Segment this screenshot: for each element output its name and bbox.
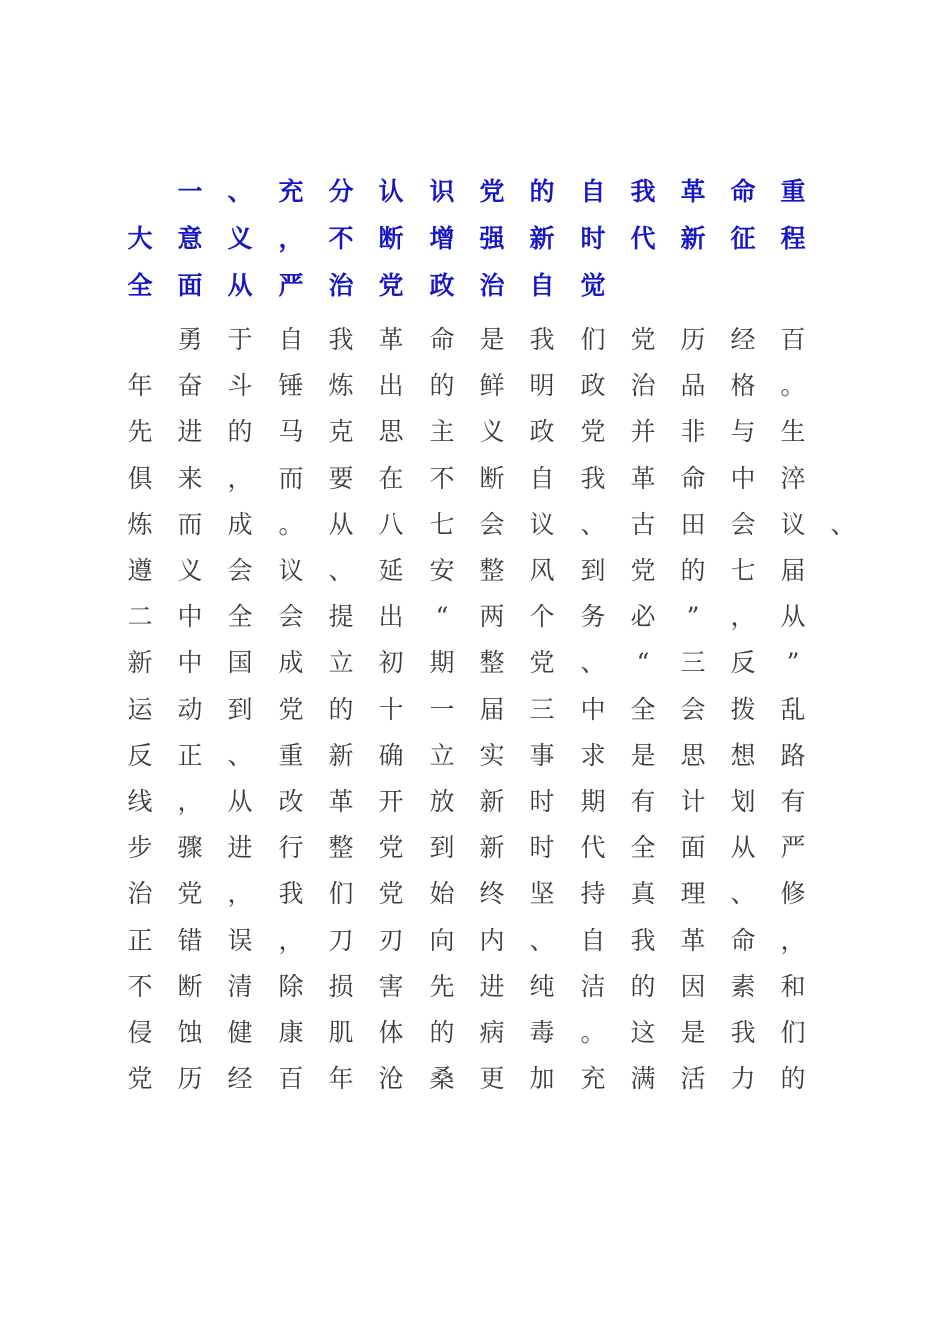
body-character: 革 bbox=[630, 463, 656, 493]
body-character: 的 bbox=[328, 694, 354, 724]
body-character: 命 bbox=[730, 925, 756, 955]
body-character: 有 bbox=[630, 787, 656, 816]
body-character: 时 bbox=[529, 787, 555, 816]
body-character: 古 bbox=[630, 509, 656, 539]
body-character: 党 bbox=[630, 325, 656, 354]
body-character: 我 bbox=[328, 325, 354, 354]
body-line bbox=[0, 782, 950, 822]
body-character: 自 bbox=[278, 325, 304, 354]
body-character: 主 bbox=[429, 417, 455, 447]
body-character: 的 bbox=[227, 417, 253, 447]
body-character: 成 bbox=[227, 509, 253, 539]
body-character: 出 bbox=[378, 371, 404, 401]
body-character: 和 bbox=[780, 971, 806, 1001]
body-character: 进 bbox=[227, 833, 253, 863]
body-character: 我 bbox=[630, 925, 656, 955]
body-character: 思 bbox=[378, 417, 404, 447]
body-character: 革 bbox=[680, 925, 706, 955]
body-character: 立 bbox=[429, 740, 455, 770]
body-character: 格 bbox=[730, 371, 756, 401]
body-character: 期 bbox=[429, 648, 455, 678]
body-character: 步 bbox=[127, 833, 153, 863]
body-character: 届 bbox=[780, 556, 806, 585]
body-character: 义 bbox=[479, 417, 505, 447]
body-character: 提 bbox=[328, 602, 354, 632]
heading-character: 治 bbox=[479, 271, 505, 300]
body-character: 反 bbox=[730, 648, 756, 678]
body-character: 整 bbox=[328, 833, 354, 863]
body-character: 党 bbox=[630, 556, 656, 585]
body-character: 中 bbox=[177, 648, 203, 678]
body-character: 与 bbox=[730, 417, 756, 447]
body-line bbox=[0, 1013, 950, 1053]
body-character: 正 bbox=[177, 740, 203, 770]
body-character: 命 bbox=[680, 463, 706, 493]
body-character: 新 bbox=[328, 740, 354, 770]
body-character: 会 bbox=[479, 509, 505, 539]
body-character: 误 bbox=[227, 925, 253, 955]
body-character: 党 bbox=[580, 417, 606, 447]
body-character: 清 bbox=[227, 971, 253, 1001]
body-character: 先 bbox=[429, 971, 455, 1001]
body-character: 进 bbox=[177, 417, 203, 447]
body-character: 田 bbox=[680, 509, 706, 539]
body-character: 中 bbox=[580, 694, 606, 724]
body-character: 洁 bbox=[580, 971, 606, 1001]
body-character: 党 bbox=[529, 648, 555, 678]
body-line bbox=[0, 597, 950, 637]
body-character: 从 bbox=[328, 509, 354, 539]
body-character: 。 bbox=[278, 509, 304, 539]
heading-character: 意 bbox=[177, 224, 203, 253]
body-character: 锤 bbox=[278, 371, 304, 401]
body-character: 期 bbox=[580, 787, 606, 816]
body-line bbox=[0, 1059, 950, 1099]
body-character: 炼 bbox=[328, 371, 354, 401]
body-character: 不 bbox=[429, 463, 455, 493]
body-character: 乱 bbox=[780, 694, 806, 724]
body-character: 经 bbox=[227, 1064, 253, 1094]
heading-character: 时 bbox=[580, 224, 606, 253]
body-character: 严 bbox=[780, 833, 806, 863]
body-character: 我 bbox=[580, 463, 606, 493]
heading-character: 的 bbox=[529, 177, 555, 206]
body-character: 纯 bbox=[529, 971, 555, 1001]
heading-character: 代 bbox=[630, 224, 656, 253]
body-character: 放 bbox=[429, 787, 455, 816]
body-character: 有 bbox=[780, 787, 806, 816]
body-character: 历 bbox=[680, 325, 706, 354]
body-character: 毒 bbox=[529, 1018, 555, 1047]
body-character: ” bbox=[786, 648, 800, 678]
body-character: 力 bbox=[730, 1064, 756, 1094]
body-character: 政 bbox=[529, 417, 555, 447]
body-character: 党 bbox=[127, 1064, 153, 1094]
body-character: 经 bbox=[730, 325, 756, 354]
body-character: 自 bbox=[580, 925, 606, 955]
body-character: 风 bbox=[529, 556, 555, 585]
body-character: 的 bbox=[429, 371, 455, 401]
body-character: 治 bbox=[630, 371, 656, 401]
body-character: 于 bbox=[227, 325, 253, 354]
body-character: 想 bbox=[730, 740, 756, 770]
body-character: 的 bbox=[429, 1018, 455, 1047]
body-character: 真 bbox=[630, 879, 656, 909]
body-character: 炼 bbox=[127, 509, 153, 539]
body-character: 康 bbox=[278, 1018, 304, 1047]
body-character: ， bbox=[227, 879, 253, 909]
body-character: 革 bbox=[328, 787, 354, 816]
body-character: ， bbox=[227, 463, 253, 493]
body-character: 我 bbox=[730, 1018, 756, 1047]
body-character: “ bbox=[435, 602, 449, 632]
body-character: 俱 bbox=[127, 463, 153, 493]
body-character: 八 bbox=[378, 509, 404, 539]
body-character: 实 bbox=[479, 740, 505, 770]
body-character: 全 bbox=[630, 833, 656, 863]
body-line bbox=[0, 412, 950, 452]
body-character: 历 bbox=[177, 1064, 203, 1094]
heading-character: 征 bbox=[730, 224, 756, 253]
body-character: 活 bbox=[680, 1064, 706, 1094]
body-character: 我 bbox=[529, 325, 555, 354]
body-line bbox=[0, 967, 950, 1007]
body-character: ， bbox=[780, 925, 806, 955]
heading-character: 一 bbox=[177, 177, 203, 206]
body-character: 不 bbox=[127, 971, 153, 1001]
body-character: 个 bbox=[529, 602, 555, 632]
body-character: 是 bbox=[630, 740, 656, 770]
body-character: 出 bbox=[378, 602, 404, 632]
body-line bbox=[0, 736, 950, 776]
body-character: 满 bbox=[630, 1064, 656, 1094]
body-character: 百 bbox=[278, 1064, 304, 1094]
heading-character: 识 bbox=[429, 177, 455, 206]
body-character: 而 bbox=[278, 463, 304, 493]
body-character: 。 bbox=[580, 1018, 606, 1047]
body-line bbox=[0, 690, 950, 730]
body-character: 、 bbox=[580, 648, 606, 678]
body-character: 我 bbox=[278, 879, 304, 909]
body-character: 更 bbox=[479, 1064, 505, 1094]
body-line bbox=[0, 643, 950, 683]
body-character: 年 bbox=[328, 1064, 354, 1094]
heading-line bbox=[0, 266, 950, 306]
body-character: 鲜 bbox=[479, 371, 505, 401]
heading-character: 政 bbox=[429, 271, 455, 300]
body-character: 议 bbox=[278, 556, 304, 585]
body-character: 刃 bbox=[378, 925, 404, 955]
body-character: “ bbox=[636, 648, 650, 678]
body-character: 修 bbox=[780, 879, 806, 909]
heading-character: 治 bbox=[328, 271, 354, 300]
heading-character: 增 bbox=[429, 224, 455, 253]
body-character: 到 bbox=[429, 833, 455, 863]
body-character: 素 bbox=[730, 971, 756, 1001]
body-character: 七 bbox=[730, 556, 756, 585]
body-character: 治 bbox=[127, 879, 153, 909]
body-character: 政 bbox=[580, 371, 606, 401]
body-line bbox=[0, 874, 950, 914]
body-character: 七 bbox=[429, 509, 455, 539]
body-character: 命 bbox=[429, 325, 455, 354]
heading-character: 分 bbox=[328, 177, 354, 206]
body-character: 务 bbox=[580, 602, 606, 632]
body-character: 这 bbox=[630, 1018, 656, 1047]
body-character: 坚 bbox=[529, 879, 555, 909]
body-character: 会 bbox=[680, 694, 706, 724]
body-character: 成 bbox=[278, 648, 304, 678]
body-character: 骤 bbox=[177, 833, 203, 863]
body-character: 的 bbox=[630, 971, 656, 1001]
heading-character: 认 bbox=[378, 177, 404, 206]
heading-character: 我 bbox=[630, 177, 656, 206]
body-line bbox=[0, 505, 950, 545]
body-character: 充 bbox=[580, 1064, 606, 1094]
body-line bbox=[0, 459, 950, 499]
body-line bbox=[0, 828, 950, 868]
body-character: 两 bbox=[479, 602, 505, 632]
heading-character: 强 bbox=[479, 224, 505, 253]
body-character: 向 bbox=[429, 925, 455, 955]
body-character: 、 bbox=[328, 556, 354, 585]
body-character: 年 bbox=[127, 371, 153, 401]
body-character: 从 bbox=[780, 602, 806, 632]
body-character: 始 bbox=[429, 879, 455, 909]
body-character: 而 bbox=[177, 509, 203, 539]
body-character: 重 bbox=[278, 740, 304, 770]
body-character: 中 bbox=[730, 463, 756, 493]
body-character: 三 bbox=[529, 694, 555, 724]
body-character: 淬 bbox=[780, 463, 806, 493]
body-character: 们 bbox=[328, 879, 354, 909]
heading-character: 命 bbox=[730, 177, 756, 206]
body-character: 必 bbox=[630, 602, 656, 632]
body-character: 计 bbox=[680, 787, 706, 816]
body-character: 一 bbox=[429, 694, 455, 724]
heading-character: 大 bbox=[127, 224, 153, 253]
heading-character: 面 bbox=[177, 271, 203, 300]
body-character: 开 bbox=[378, 787, 404, 816]
body-character: 、 bbox=[227, 740, 253, 770]
body-character: 时 bbox=[529, 833, 555, 863]
body-character: ， bbox=[177, 787, 203, 816]
heading-character: 义 bbox=[227, 224, 253, 253]
body-character: 线 bbox=[127, 787, 153, 816]
body-character: 因 bbox=[680, 971, 706, 1001]
heading-character: 党 bbox=[479, 177, 505, 206]
body-character: 划 bbox=[730, 787, 756, 816]
body-character: 思 bbox=[680, 740, 706, 770]
body-character: 的 bbox=[780, 1064, 806, 1094]
body-character: 进 bbox=[479, 971, 505, 1001]
body-character: 会 bbox=[227, 556, 253, 585]
body-character: 从 bbox=[227, 787, 253, 816]
body-character: 要 bbox=[328, 463, 354, 493]
body-character: 们 bbox=[780, 1018, 806, 1047]
body-character: 害 bbox=[378, 971, 404, 1001]
body-character: 百 bbox=[780, 325, 806, 354]
heading-character: 严 bbox=[278, 271, 304, 300]
body-character: 改 bbox=[278, 787, 304, 816]
body-character: 的 bbox=[680, 556, 706, 585]
heading-character: 断 bbox=[378, 224, 404, 253]
body-character: 动 bbox=[177, 694, 203, 724]
body-character: 健 bbox=[227, 1018, 253, 1047]
body-character: 立 bbox=[328, 648, 354, 678]
body-character: 断 bbox=[177, 971, 203, 1001]
body-character: 面 bbox=[680, 833, 706, 863]
body-character: ， bbox=[730, 602, 756, 632]
body-character: 、 bbox=[580, 509, 606, 539]
body-character: 是 bbox=[680, 1018, 706, 1047]
body-character: 运 bbox=[127, 694, 153, 724]
heading-character: 革 bbox=[680, 177, 706, 206]
heading-character: 全 bbox=[127, 271, 153, 300]
body-character: 病 bbox=[479, 1018, 505, 1047]
body-character: 刀 bbox=[328, 925, 354, 955]
body-character: 议 bbox=[529, 509, 555, 539]
body-character: 非 bbox=[680, 417, 706, 447]
body-character: 党 bbox=[378, 833, 404, 863]
heading-character: 重 bbox=[780, 177, 806, 206]
body-character: 马 bbox=[278, 417, 304, 447]
body-character: 、 bbox=[529, 925, 555, 955]
heading-character: 党 bbox=[378, 271, 404, 300]
heading-character: 自 bbox=[580, 177, 606, 206]
body-character: 桑 bbox=[429, 1064, 455, 1094]
body-character: 品 bbox=[680, 371, 706, 401]
heading-line bbox=[0, 219, 950, 259]
body-character: 中 bbox=[177, 602, 203, 632]
body-character: 会 bbox=[278, 602, 304, 632]
body-character: 反 bbox=[127, 740, 153, 770]
body-line bbox=[0, 921, 950, 961]
body-character: 错 bbox=[177, 925, 203, 955]
heading-character: 从 bbox=[227, 271, 253, 300]
body-character: 到 bbox=[227, 694, 253, 724]
heading-character: 新 bbox=[680, 224, 706, 253]
body-character: 、 bbox=[830, 509, 856, 539]
body-character: 求 bbox=[580, 740, 606, 770]
body-line bbox=[0, 551, 950, 591]
body-character: 新 bbox=[127, 648, 153, 678]
body-character: 行 bbox=[278, 833, 304, 863]
body-character: 安 bbox=[429, 556, 455, 585]
body-character: 内 bbox=[479, 925, 505, 955]
body-character: ” bbox=[686, 602, 700, 632]
body-character: 延 bbox=[378, 556, 404, 585]
body-character: 终 bbox=[479, 879, 505, 909]
body-character: 党 bbox=[378, 879, 404, 909]
body-character: 正 bbox=[127, 925, 153, 955]
body-character: 来 bbox=[177, 463, 203, 493]
body-character: 除 bbox=[278, 971, 304, 1001]
body-character: 路 bbox=[780, 740, 806, 770]
body-character: 是 bbox=[479, 325, 505, 354]
body-character: 国 bbox=[227, 648, 253, 678]
body-character: 确 bbox=[378, 740, 404, 770]
heading-character: 、 bbox=[227, 177, 253, 206]
body-character: 、 bbox=[730, 879, 756, 909]
body-character: 革 bbox=[378, 325, 404, 354]
body-character: 全 bbox=[227, 602, 253, 632]
body-character: 理 bbox=[680, 879, 706, 909]
body-character: 明 bbox=[529, 371, 555, 401]
body-character: 议 bbox=[780, 509, 806, 539]
body-character: 加 bbox=[529, 1064, 555, 1094]
body-line bbox=[0, 366, 950, 406]
body-character: 遵 bbox=[127, 556, 153, 585]
body-character: 奋 bbox=[177, 371, 203, 401]
body-character: 蚀 bbox=[177, 1018, 203, 1047]
body-character: 届 bbox=[479, 694, 505, 724]
body-character: 事 bbox=[529, 740, 555, 770]
body-character: 整 bbox=[479, 556, 505, 585]
heading-character: 充 bbox=[278, 177, 304, 206]
body-character: 从 bbox=[730, 833, 756, 863]
body-character: 在 bbox=[378, 463, 404, 493]
body-character: 们 bbox=[580, 325, 606, 354]
heading-character: ， bbox=[278, 224, 304, 253]
body-character: 义 bbox=[177, 556, 203, 585]
body-character: 自 bbox=[529, 463, 555, 493]
heading-line bbox=[0, 172, 950, 212]
body-character: 肌 bbox=[328, 1018, 354, 1047]
body-character: 损 bbox=[328, 971, 354, 1001]
body-character: 新 bbox=[479, 787, 505, 816]
body-character: 到 bbox=[580, 556, 606, 585]
heading-character: 新 bbox=[529, 224, 555, 253]
body-character: 斗 bbox=[227, 371, 253, 401]
body-character: 全 bbox=[630, 694, 656, 724]
body-character: 三 bbox=[680, 648, 706, 678]
heading-character: 程 bbox=[780, 224, 806, 253]
body-line bbox=[0, 320, 950, 360]
body-character: ， bbox=[278, 925, 304, 955]
body-character: 整 bbox=[479, 648, 505, 678]
body-character: 克 bbox=[328, 417, 354, 447]
body-character: 。 bbox=[780, 371, 806, 401]
body-character: 并 bbox=[630, 417, 656, 447]
body-character: 持 bbox=[580, 879, 606, 909]
body-character: 沧 bbox=[378, 1064, 404, 1094]
body-character: 二 bbox=[127, 602, 153, 632]
body-character: 拨 bbox=[730, 694, 756, 724]
body-character: 体 bbox=[378, 1018, 404, 1047]
body-character: 先 bbox=[127, 417, 153, 447]
body-character: 党 bbox=[278, 694, 304, 724]
body-character: 代 bbox=[580, 833, 606, 863]
body-character: 党 bbox=[177, 879, 203, 909]
heading-character: 觉 bbox=[580, 271, 606, 300]
body-character: 新 bbox=[479, 833, 505, 863]
body-character: 勇 bbox=[177, 325, 203, 354]
body-character: 断 bbox=[479, 463, 505, 493]
body-character: 十 bbox=[378, 694, 404, 724]
body-character: 侵 bbox=[127, 1018, 153, 1047]
heading-character: 不 bbox=[328, 224, 354, 253]
body-character: 生 bbox=[780, 417, 806, 447]
body-character: 初 bbox=[378, 648, 404, 678]
body-character: 会 bbox=[730, 509, 756, 539]
heading-character: 自 bbox=[529, 271, 555, 300]
